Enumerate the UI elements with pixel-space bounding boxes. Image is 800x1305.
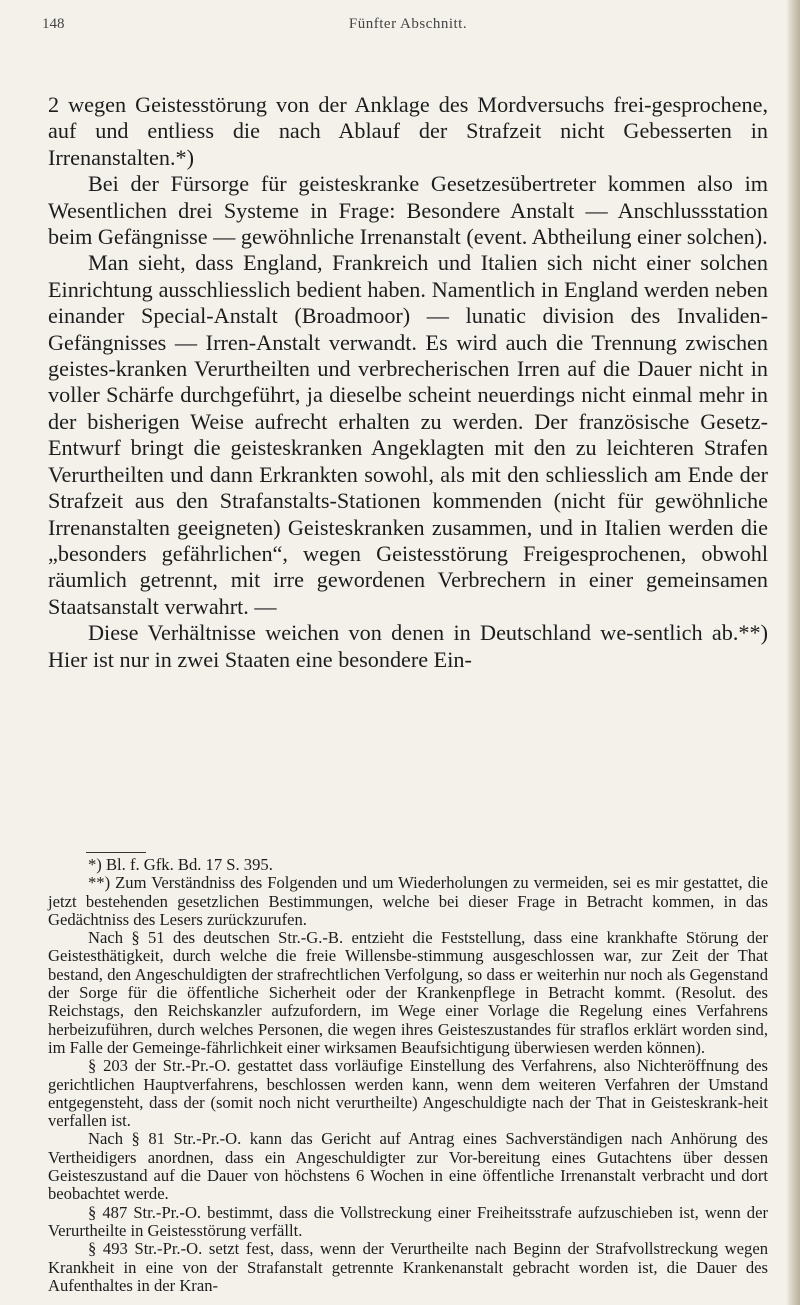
footnote-2: **) Zum Verständniss des Folgenden und um Wiederholungen zu vermeiden, sei es mir gestattet, die jetzt bestehenden gesetzlichen Bestimmungen, welche bei dieser Frage in Betracht kommen, in das Gedächtniss des Lesers zurückzurufen. (48, 873, 768, 929)
paragraph-4: Diese Verhältnisse weichen von denen in Deutschland we-sentlich ab.**) Hier ist nur in zwei Staaten eine besondere Ein- (48, 620, 768, 672)
page-number: 148 (42, 16, 65, 32)
running-title: Fünfter Abschnitt. (348, 16, 468, 32)
footnote-separator (86, 852, 146, 853)
footnote-6: § 487 Str.-Pr.-O. bestimmt, dass die Vollstreckung einer Freiheitsstrafe aufzuschieben ist, wenn der Verurtheilte in Geistesstörung verfällt. (48, 1202, 768, 1240)
footnote-5: Nach § 81 Str.-Pr.-O. kann das Gericht auf Antrag eines Sachverständigen nach Anhörung des Vertheidigers anordnen, dass ein Angeschuldigter zur Vor-bereitung eines Gutachtens über dessen Geisteszustand auf die Dauer von höchstens 6 Wochen in eine öffentliche Irrenanstalt verbracht und dort beobachtet werde. (48, 1129, 768, 1204)
footnote-4: § 203 der Str.-Pr.-O. gestattet dass vorläufige Einstellung des Verfahrens, also Nichteröffnung des gerichtlichen Hauptverfahrens, beschlossen werden kann, wenn dem weiteren Verfahren der Umstand entgegensteht, dass der (somit noch nicht verurtheilte) Angeschuldigte nach der That in Geisteskrank-heit verfallen ist. (48, 1056, 768, 1131)
paragraph-3: Man sieht, dass England, Frankreich und Italien sich nicht einer solchen Einrichtung ausschliesslich bedient haben. Namentlich in England werden neben einander Special-Anstalt (Broadmoor) — lunatic division des Invaliden-Gefängnisses — Irren-Anstalt verwandt. Es wird auch die Trennung zwischen geistes-kranken Verurtheilten und verbrecherischen Irren auf die Dauer nicht in voller Schärfe durchgeführt, ja dieselbe scheint neuerdings nicht einmal mehr in der bisherigen Weise aufrecht erhalten zu werden. Der französische Gesetz-Entwurf bringt die geisteskranken Angeklagten mit den zu leichteren Strafen Verurtheilten und dann Erkrankten sowohl, als mit den schliesslich am Ende der Strafzeit aus den Strafanstalts-Stationen kommenden (nicht für gewöhnliche Irrenanstalten geeigneten) Geisteskranken zusammen, und in Italien werden die „besonders gefährlichen“, wegen Geistesstörung Freigesprochenen, obwohl räumlich getrennt, mit irre gewordenen Verbrechern in einer gemeinsamen Staatsanstalt verwahrt. — (48, 250, 768, 619)
main-text (48, 92, 768, 673)
running-header (42, 16, 768, 40)
footnote-3: Nach § 51 des deutschen Str.-G.-B. entzieht die Feststellung, dass eine krankhafte Störung der Geistesthätigkeit, durch welche die freie Willensbe-stimmung ausgeschlossen war, zur Zeit der That bestand, den Angeschuldigten der strafrechtlichen Verfolgung, so dass er weiterhin nur noch als Gegenstand der Sorge für die öffentliche Sicherheit oder der Krankenpflege in Betracht kommt. (Resolut. des Reichstags, den Reichskanzler aufzufordern, im Wege einer Vorlage die Regelung eines Verfahrens herbeizuführen, durch welches Personen, die wegen ihres Geisteszustandes für straflos erklärt worden sind, im Falle der Gemeinge-fährlichkeit einer wirksamen Beaufsichtigung überwiesen werden können). (48, 928, 768, 1057)
footnote-1: *) Bl. f. Gfk. Bd. 17 S. 395. (88, 855, 273, 874)
footnotes (48, 856, 768, 1295)
paragraph-2: Bei der Fürsorge für geisteskranke Gesetzesübertreter kommen also im Wesentlichen drei Systeme in Frage: Besondere Anstalt — Anschlussstation beim Gefängnisse — gewöhnliche Irrenanstalt (event. Abtheilung einer solchen). (48, 171, 768, 250)
paragraph-1: 2 wegen Geistesstörung von der Anklage des Mordversuchs frei-gesprochene, auf und entliess die nach Ablauf der Strafzeit nicht Gebesserten in Irrenanstalten.*) (48, 92, 768, 170)
footnote-7: § 493 Str.-Pr.-O. setzt fest, dass, wenn der Verurtheilte nach Beginn der Strafvollstreckung wegen Krankheit in eine von der Strafanstalt getrennte Krankenanstalt gebracht worden ist, die Dauer des Aufenthaltes in der Kran- (48, 1239, 768, 1295)
book-spine-shadow (786, 0, 800, 1305)
